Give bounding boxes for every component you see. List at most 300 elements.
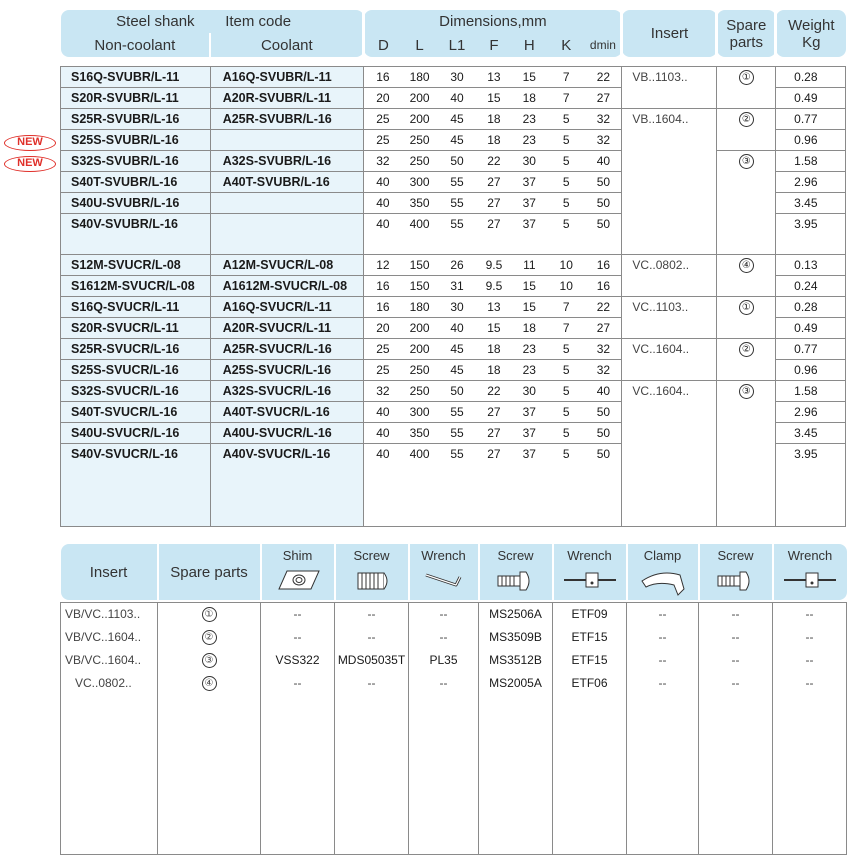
dimension-value: 5 — [547, 129, 585, 150]
non-coolant-code: S40V-SVUCR/L-16 — [61, 443, 211, 464]
dimension-value: 23 — [512, 359, 547, 380]
table-row — [61, 296, 846, 317]
part-number: -- — [773, 648, 847, 671]
dimension-value: 5 — [547, 443, 585, 464]
dimension-value: 18 — [476, 108, 511, 129]
spare-part-number: ② — [739, 342, 754, 357]
insert-code — [622, 192, 717, 213]
dimension-value: 55 — [438, 443, 476, 464]
dimension-value: 40 — [364, 213, 401, 234]
dimension-value: 40 — [585, 380, 621, 401]
dimension-value: 27 — [476, 171, 511, 192]
part-number: MS2506A — [479, 602, 553, 625]
coolant-code: A40T-SVUCR/L-16 — [210, 401, 364, 422]
insert-code — [622, 150, 717, 171]
weight-value: 0.49 — [776, 317, 846, 338]
dimension-value: 200 — [401, 108, 437, 129]
non-coolant-code: S16Q-SVUCR/L-11 — [61, 296, 211, 317]
dimension-value: 45 — [438, 359, 476, 380]
dimension-value: 200 — [401, 317, 437, 338]
dimension-value: 5 — [547, 338, 585, 359]
spare-part-number: ③ — [739, 384, 754, 399]
group-separator — [61, 234, 846, 254]
dimension-value: 5 — [547, 359, 585, 380]
part-number: ETF15 — [553, 625, 627, 648]
dimension-value: 31 — [438, 275, 476, 296]
dimension-value: 15 — [476, 87, 511, 108]
shim-icon — [273, 567, 323, 593]
dimension-value: 5 — [547, 380, 585, 401]
part-number: PL35 — [409, 648, 479, 671]
table-row — [61, 129, 846, 150]
screw-icon — [352, 567, 392, 593]
spare-part-ref — [158, 648, 261, 671]
dimension-value: 45 — [438, 129, 476, 150]
spare-part-ref — [717, 317, 776, 338]
t-wrench-icon — [782, 567, 838, 593]
spare-part-ref — [158, 625, 261, 648]
dimension-value: 37 — [512, 171, 547, 192]
dimension-value: 150 — [401, 275, 437, 296]
non-coolant-code: S20R-SVUCR/L-11 — [61, 317, 211, 338]
dimension-value: 40 — [364, 422, 401, 443]
dimension-value: 300 — [401, 171, 437, 192]
spare-parts-header — [717, 10, 776, 57]
weight-value: 3.45 — [776, 422, 846, 443]
dimension-value: 40 — [364, 443, 401, 464]
dimension-value: 250 — [401, 150, 437, 171]
dimension-value: 26 — [438, 254, 476, 275]
dimension-value: 32 — [364, 380, 401, 401]
dimension-value: 5 — [547, 401, 585, 422]
new-badge: NEW — [4, 156, 56, 172]
dim-col-header: L — [401, 33, 437, 57]
part-number: ETF15 — [553, 648, 627, 671]
dimension-value: 25 — [364, 108, 401, 129]
dimension-value: 18 — [476, 129, 511, 150]
dimension-value: 16 — [585, 254, 621, 275]
dimension-value: 23 — [512, 338, 547, 359]
part-number: -- — [699, 671, 773, 694]
non-coolant-code: S25R-SVUCR/L-16 — [61, 338, 211, 359]
insert-header: Insert — [622, 10, 717, 57]
dimension-value: 30 — [512, 150, 547, 171]
weight-value: 1.58 — [776, 380, 846, 401]
spare-part-number: ③ — [739, 154, 754, 169]
wrench-label: Wrench — [787, 548, 833, 563]
spare-part-ref — [717, 171, 776, 192]
coolant-code: A32S-SVUBR/L-16 — [210, 150, 364, 171]
weight-value: 3.95 — [776, 443, 846, 464]
insert-family: VB/VC..1604.. — [61, 625, 158, 648]
table-row — [61, 317, 846, 338]
weight-header — [776, 10, 846, 57]
non-coolant-code: S12M-SVUCR/L-08 — [61, 254, 211, 275]
dimension-value: 23 — [512, 129, 547, 150]
dimension-value: 5 — [547, 192, 585, 213]
dimension-value: 32 — [585, 338, 621, 359]
dimension-value: 27 — [476, 213, 511, 234]
spare-part-number: ③ — [202, 653, 217, 668]
spare-part-ref — [717, 422, 776, 443]
dimension-value: 40 — [364, 401, 401, 422]
coolant-header: Coolant — [210, 33, 364, 57]
dimension-value: 15 — [476, 317, 511, 338]
dimension-value: 13 — [476, 66, 511, 87]
non-coolant-header: Non-coolant — [61, 33, 211, 57]
part-number: -- — [627, 671, 699, 694]
spare-header-line1: Spare — [726, 16, 767, 34]
part-number: VSS322 — [261, 648, 335, 671]
part-number: -- — [699, 602, 773, 625]
insert-family: VB/VC..1604.. — [61, 648, 158, 671]
dimension-value: 22 — [476, 380, 511, 401]
dimension-value: 9.5 — [476, 254, 511, 275]
screw-label: Screw — [497, 548, 534, 563]
spare-header-line2: parts — [729, 33, 763, 51]
dimension-value: 37 — [512, 192, 547, 213]
dimension-value: 7 — [547, 87, 585, 108]
dim-col-header: F — [476, 33, 511, 57]
table-row — [61, 254, 846, 275]
insert-code: VC..1103.. — [622, 296, 717, 317]
dimension-value: 250 — [401, 380, 437, 401]
dim-col-header: K — [547, 33, 585, 57]
dimension-value: 32 — [585, 129, 621, 150]
part-number: -- — [409, 602, 479, 625]
weight-value: 3.95 — [776, 213, 846, 234]
dimension-value: 32 — [585, 359, 621, 380]
spare-part-ref — [717, 87, 776, 108]
dimension-value: 16 — [364, 275, 401, 296]
table-row — [61, 66, 846, 87]
dimension-value: 55 — [438, 171, 476, 192]
spare-part-ref — [717, 443, 776, 464]
part-number: -- — [409, 625, 479, 648]
dimension-value: 7 — [547, 66, 585, 87]
insert-code: VB..1604.. — [622, 108, 717, 129]
spare-part-ref — [717, 338, 776, 359]
insert-code: VC..0802.. — [622, 254, 717, 275]
dimension-value: 16 — [364, 66, 401, 87]
non-coolant-code: S40T-SVUCR/L-16 — [61, 401, 211, 422]
weight-value: 0.28 — [776, 296, 846, 317]
screw-icon — [714, 567, 758, 593]
insert-code — [622, 213, 717, 234]
dimension-value: 11 — [512, 254, 547, 275]
dimension-value: 22 — [585, 296, 621, 317]
coolant-code: A40U-SVUCR/L-16 — [210, 422, 364, 443]
coolant-code: A12M-SVUCR/L-08 — [210, 254, 364, 275]
spare-part-ref — [717, 66, 776, 87]
dimension-value: 5 — [547, 150, 585, 171]
part-number: -- — [627, 648, 699, 671]
coolant-code: A16Q-SVUCR/L-11 — [210, 296, 364, 317]
spare-part-ref — [717, 380, 776, 401]
non-coolant-code: S40U-SVUBR/L-16 — [61, 192, 211, 213]
dimension-value: 18 — [512, 317, 547, 338]
non-coolant-code: S20R-SVUBR/L-11 — [61, 87, 211, 108]
dimension-value: 22 — [585, 66, 621, 87]
dim-col-header: H — [512, 33, 547, 57]
dim-col-header: dmin — [585, 33, 621, 57]
part-number: MS3512B — [479, 648, 553, 671]
spare-part-number: ④ — [202, 676, 217, 691]
screw-header — [699, 544, 773, 600]
dimension-value: 50 — [585, 443, 621, 464]
coolant-code: A25R-SVUBR/L-16 — [210, 108, 364, 129]
screw-header — [335, 544, 409, 600]
dimension-value: 10 — [547, 254, 585, 275]
weight-value: 2.96 — [776, 401, 846, 422]
dimension-value: 30 — [438, 66, 476, 87]
dimension-value: 50 — [438, 150, 476, 171]
dimension-value: 20 — [364, 317, 401, 338]
spare-part-ref — [717, 213, 776, 234]
table-row — [61, 380, 846, 401]
dimension-value: 50 — [585, 192, 621, 213]
insert-code — [622, 129, 717, 150]
spare-row — [61, 602, 847, 625]
dim-col-header: L1 — [438, 33, 476, 57]
dimension-value: 32 — [364, 150, 401, 171]
spare-part-ref — [717, 150, 776, 171]
part-number: -- — [773, 602, 847, 625]
screw-icon — [494, 567, 538, 593]
dimension-value: 9.5 — [476, 275, 511, 296]
dimension-value: 5 — [547, 171, 585, 192]
weight-value: 0.96 — [776, 129, 846, 150]
dimension-value: 50 — [438, 380, 476, 401]
spare-row — [61, 625, 847, 648]
spare-part-ref — [717, 192, 776, 213]
part-number: -- — [261, 625, 335, 648]
dimension-value: 16 — [364, 296, 401, 317]
dimension-value: 15 — [512, 66, 547, 87]
coolant-code: A32S-SVUCR/L-16 — [210, 380, 364, 401]
part-number: MDS05035T — [335, 648, 409, 671]
item-code-header: Item code — [210, 10, 364, 33]
spare-part-ref — [717, 275, 776, 296]
dimension-value: 250 — [401, 129, 437, 150]
dimension-value: 45 — [438, 338, 476, 359]
dimension-value: 16 — [585, 275, 621, 296]
weight-header-line1: Weight — [788, 16, 835, 34]
dimension-value: 5 — [547, 422, 585, 443]
insert-code — [622, 87, 717, 108]
table-row — [61, 192, 846, 213]
insert-code: VC..1604.. — [622, 338, 717, 359]
part-number: -- — [699, 648, 773, 671]
dimension-value: 55 — [438, 422, 476, 443]
spare-insert-header: Insert — [61, 544, 158, 600]
coolant-code: A40V-SVUCR/L-16 — [210, 443, 364, 464]
non-coolant-code: S25S-SVUCR/L-16 — [61, 359, 211, 380]
screw-label: Screw — [717, 548, 754, 563]
part-number: -- — [773, 671, 847, 694]
dimension-value: 22 — [476, 150, 511, 171]
coolant-code: A16Q-SVUBR/L-11 — [210, 66, 364, 87]
dimension-value: 27 — [585, 87, 621, 108]
dimension-value: 25 — [364, 129, 401, 150]
dimensions-header: Dimensions,mm — [364, 10, 622, 33]
spare-part-number: ① — [202, 607, 217, 622]
weight-value: 0.13 — [776, 254, 846, 275]
dimension-value: 5 — [547, 213, 585, 234]
dimension-value: 180 — [401, 66, 437, 87]
dimension-value: 200 — [401, 338, 437, 359]
screw-header — [479, 544, 553, 600]
dimension-value: 18 — [512, 87, 547, 108]
hex-wrench-icon — [422, 567, 466, 593]
spare-part-number: ① — [739, 70, 754, 85]
table-row — [61, 108, 846, 129]
dimension-value: 250 — [401, 359, 437, 380]
non-coolant-code: S40V-SVUBR/L-16 — [61, 213, 211, 234]
insert-code — [622, 422, 717, 443]
table-row — [61, 359, 846, 380]
dimension-value: 37 — [512, 213, 547, 234]
dimension-value: 27 — [476, 443, 511, 464]
dimension-value: 32 — [585, 108, 621, 129]
dimension-value: 40 — [364, 171, 401, 192]
insert-code: VB..1103.. — [622, 66, 717, 87]
part-number: -- — [699, 625, 773, 648]
t-wrench-icon — [562, 567, 618, 593]
weight-value: 0.96 — [776, 359, 846, 380]
dimension-value: 27 — [585, 317, 621, 338]
non-coolant-code: S40T-SVUBR/L-16 — [61, 171, 211, 192]
dimension-value: 40 — [438, 87, 476, 108]
wrench-header — [409, 544, 479, 600]
dimension-value: 55 — [438, 401, 476, 422]
dimension-value: 18 — [476, 338, 511, 359]
dimension-value: 7 — [547, 317, 585, 338]
clamp-header — [627, 544, 699, 600]
dimension-value: 23 — [512, 108, 547, 129]
spare-part-number: ② — [739, 112, 754, 127]
weight-header-line2: Kg — [802, 33, 821, 51]
dimension-value: 15 — [512, 275, 547, 296]
dimension-value: 25 — [364, 359, 401, 380]
part-number: -- — [261, 602, 335, 625]
part-number: -- — [773, 625, 847, 648]
spare-part-ref — [717, 296, 776, 317]
clamp-label: Clamp — [643, 548, 682, 563]
new-badge: NEW — [4, 135, 56, 151]
weight-value: 1.58 — [776, 150, 846, 171]
non-coolant-code: S16Q-SVUBR/L-11 — [61, 66, 211, 87]
table-filler — [61, 464, 846, 526]
spare-row — [61, 648, 847, 671]
tool-dimensions-table — [60, 10, 846, 527]
non-coolant-code: S1612M-SVUCR/L-08 — [61, 275, 211, 296]
weight-value: 0.77 — [776, 338, 846, 359]
non-coolant-code: S32S-SVUBR/L-16 — [61, 150, 211, 171]
dimension-value: 400 — [401, 213, 437, 234]
dimension-value: 200 — [401, 87, 437, 108]
table-row — [61, 401, 846, 422]
table-row — [61, 171, 846, 192]
spare-part-ref — [158, 671, 261, 694]
dimension-value: 180 — [401, 296, 437, 317]
dimension-value: 350 — [401, 192, 437, 213]
coolant-code: A20R-SVUBR/L-11 — [210, 87, 364, 108]
spare-parts-table — [60, 544, 847, 855]
wrench-header — [553, 544, 627, 600]
wrench-header — [773, 544, 847, 600]
dimension-value: 5 — [547, 108, 585, 129]
dimension-value: 55 — [438, 192, 476, 213]
weight-value: 2.96 — [776, 171, 846, 192]
coolant-code: A25S-SVUCR/L-16 — [210, 359, 364, 380]
dimension-value: 27 — [476, 422, 511, 443]
weight-value: 0.49 — [776, 87, 846, 108]
coolant-code: A1612M-SVUCR/L-08 — [210, 275, 364, 296]
part-number: -- — [627, 602, 699, 625]
dimension-value: 12 — [364, 254, 401, 275]
spare-part-ref — [717, 108, 776, 129]
weight-value: 0.77 — [776, 108, 846, 129]
part-number: MS2005A — [479, 671, 553, 694]
spare-part-ref — [717, 359, 776, 380]
dimension-value: 7 — [547, 296, 585, 317]
dimension-value: 30 — [438, 296, 476, 317]
dimension-value: 40 — [585, 150, 621, 171]
steel-shank-header: Steel shank — [61, 10, 211, 33]
part-number: -- — [627, 625, 699, 648]
insert-code — [622, 317, 717, 338]
insert-code — [622, 359, 717, 380]
spare-part-number: ② — [202, 630, 217, 645]
table-row — [61, 213, 846, 234]
part-number: MS3509B — [479, 625, 553, 648]
spare-parts-col-header: Spare parts — [158, 544, 261, 600]
shim-label: Shim — [282, 548, 313, 563]
table-row — [61, 443, 846, 464]
spare-part-ref — [717, 401, 776, 422]
non-coolant-code: S40U-SVUCR/L-16 — [61, 422, 211, 443]
dimension-value: 400 — [401, 443, 437, 464]
insert-code — [622, 443, 717, 464]
insert-family: VC..0802.. — [61, 671, 158, 694]
table-row — [61, 422, 846, 443]
dim-col-header: D — [364, 33, 401, 57]
dimension-value: 27 — [476, 192, 511, 213]
dimension-value: 20 — [364, 87, 401, 108]
table-filler — [61, 694, 847, 854]
dimension-value: 10 — [547, 275, 585, 296]
coolant-code: A40T-SVUBR/L-16 — [210, 171, 364, 192]
dimension-value: 37 — [512, 422, 547, 443]
table-row — [61, 275, 846, 296]
clamp-icon — [638, 567, 688, 597]
part-number: -- — [409, 671, 479, 694]
shim-header — [261, 544, 335, 600]
insert-family: VB/VC..1103.. — [61, 602, 158, 625]
dimension-value: 25 — [364, 338, 401, 359]
part-number: ETF09 — [553, 602, 627, 625]
dimension-value: 50 — [585, 422, 621, 443]
coolant-code — [210, 213, 364, 234]
insert-code: VC..1604.. — [622, 380, 717, 401]
part-number: -- — [335, 602, 409, 625]
coolant-code — [210, 129, 364, 150]
table-row — [61, 338, 846, 359]
weight-value: 0.24 — [776, 275, 846, 296]
weight-value: 3.45 — [776, 192, 846, 213]
dimension-value: 13 — [476, 296, 511, 317]
